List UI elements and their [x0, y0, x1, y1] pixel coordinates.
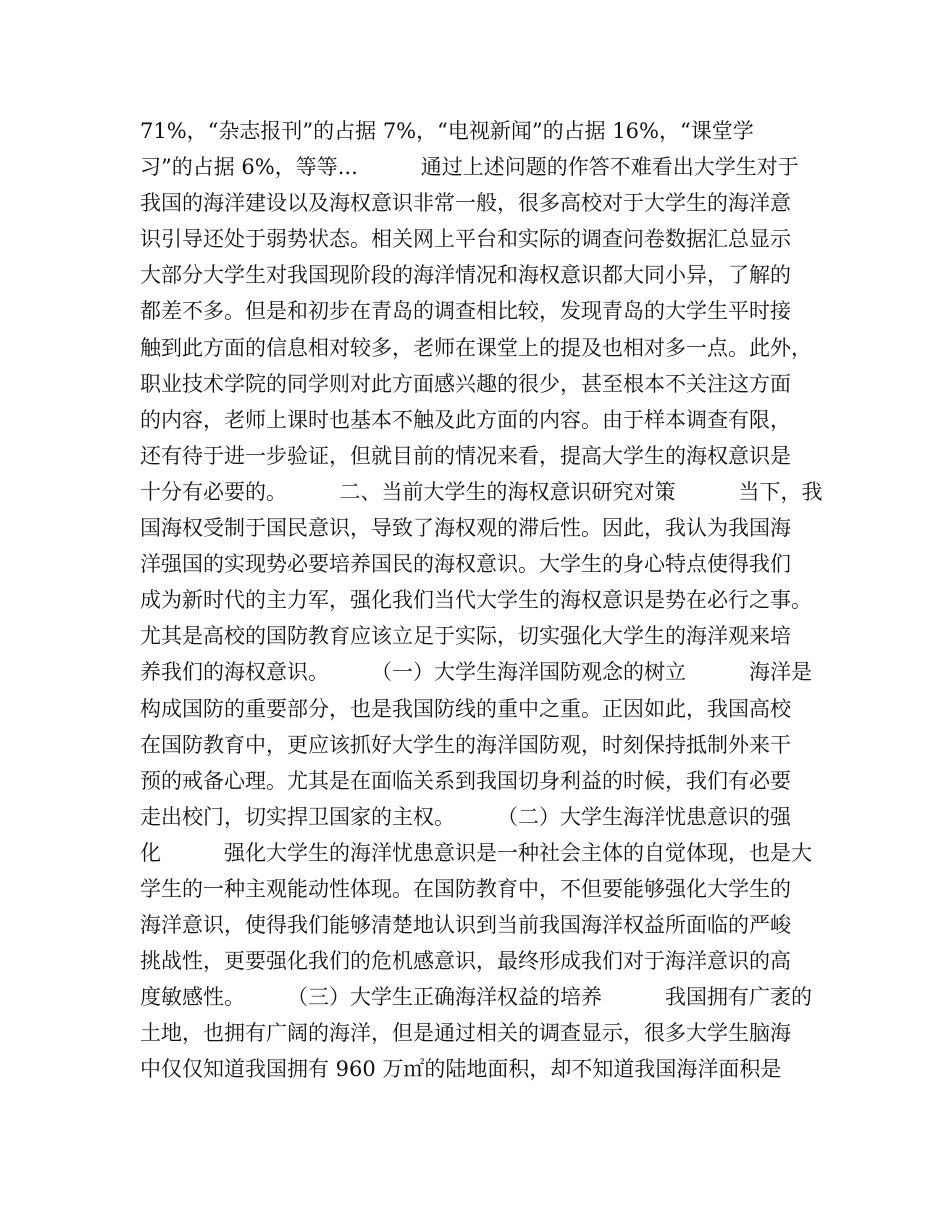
text-line: 十分有必要的。 二、当前大学生的海权意识研究对策 当下，我	[140, 479, 823, 504]
text-line: 职业技术学院的同学则对此方面感兴趣的很少，甚至根本不关注这方面	[140, 371, 791, 396]
text-line: 化 强化大学生的海洋忧患意识是一种社会主体的自觉体现，也是大	[140, 840, 812, 865]
text-line: 中仅仅知道我国拥有 960 万㎡的陆地面积，却不知道我国海洋面积是	[140, 1057, 782, 1082]
text-line: 洋强国的实现势必要培养国民的海权意识。大学生的身心特点使得我们	[140, 552, 791, 577]
text-line: 成为新时代的主力军，强化我们当代大学生的海权意识是势在必行之事。	[140, 588, 812, 613]
text-line: 大部分大学生对我国现阶段的海洋情况和海权意识都大同小异，了解的	[140, 263, 791, 288]
text-line: 都差不多。但是和初步在青岛的调查相比较，发现青岛的大学生平时接	[140, 299, 791, 324]
text-line: 在国防教育中，更应该抓好大学生的海洋国防观，时刻保持抵制外来干	[140, 732, 791, 757]
text-line: 习”的占据 6%，等等... 通过上述问题的作答不难看出大学生对于	[140, 155, 799, 180]
text-line: 还有待于进一步验证，但就目前的情况来看，提高大学生的海权意识是	[140, 443, 791, 468]
body-text	[140, 113, 830, 1088]
text-line: 土地，也拥有广阔的海洋，但是通过相关的调查显示，很多大学生脑海	[140, 1021, 791, 1046]
text-line: 识引导还处于弱势状态。相关网上平台和实际的调查问卷数据汇总显示	[140, 227, 791, 252]
text-line: 触到此方面的信息相对较多，老师在课堂上的提及也相对多一点。此外，	[140, 335, 812, 360]
text-line: 71%，“杂志报刊”的占据 7%，“电视新闻”的占据 16%，“课堂学	[140, 119, 754, 143]
text-line: 国海权受制于国民意识，导致了海权观的滞后性。因此，我认为我国海	[140, 516, 791, 541]
text-line: 预的戒备心理。尤其是在面临关系到我国切身利益的时候，我们有必要	[140, 768, 791, 793]
text-line: 构成国防的重要部分，也是我国防线的重中之重。正因如此，我国高校	[140, 696, 791, 721]
text-line: 走出校门，切实捍卫国家的主权。 （二）大学生海洋忧患意识的强	[140, 804, 791, 829]
text-line: 学生的一种主观能动性体现。在国防教育中，不但要能够强化大学生的	[140, 876, 791, 901]
text-line: 养我们的海权意识。 （一）大学生海洋国防观念的树立 海洋是	[140, 660, 812, 685]
text-line: 尤其是高校的国防教育应该立足于实际，切实强化大学生的海洋观来培	[140, 624, 791, 649]
text-line: 我国的海洋建设以及海权意识非常一般，很多高校对于大学生的海洋意	[140, 191, 791, 216]
text-line: 挑战性，更要强化我们的危机感意识，最终形成我们对于海洋意识的高	[140, 949, 791, 974]
text-line: 的内容，老师上课时也基本不触及此方面的内容。由于样本调查有限，	[140, 407, 791, 432]
text-line: 海洋意识，使得我们能够清楚地认识到当前我国海洋权益所面临的严峻	[140, 913, 791, 938]
text-line: 度敏感性。 （三）大学生正确海洋权益的培养 我国拥有广袤的	[140, 985, 812, 1010]
